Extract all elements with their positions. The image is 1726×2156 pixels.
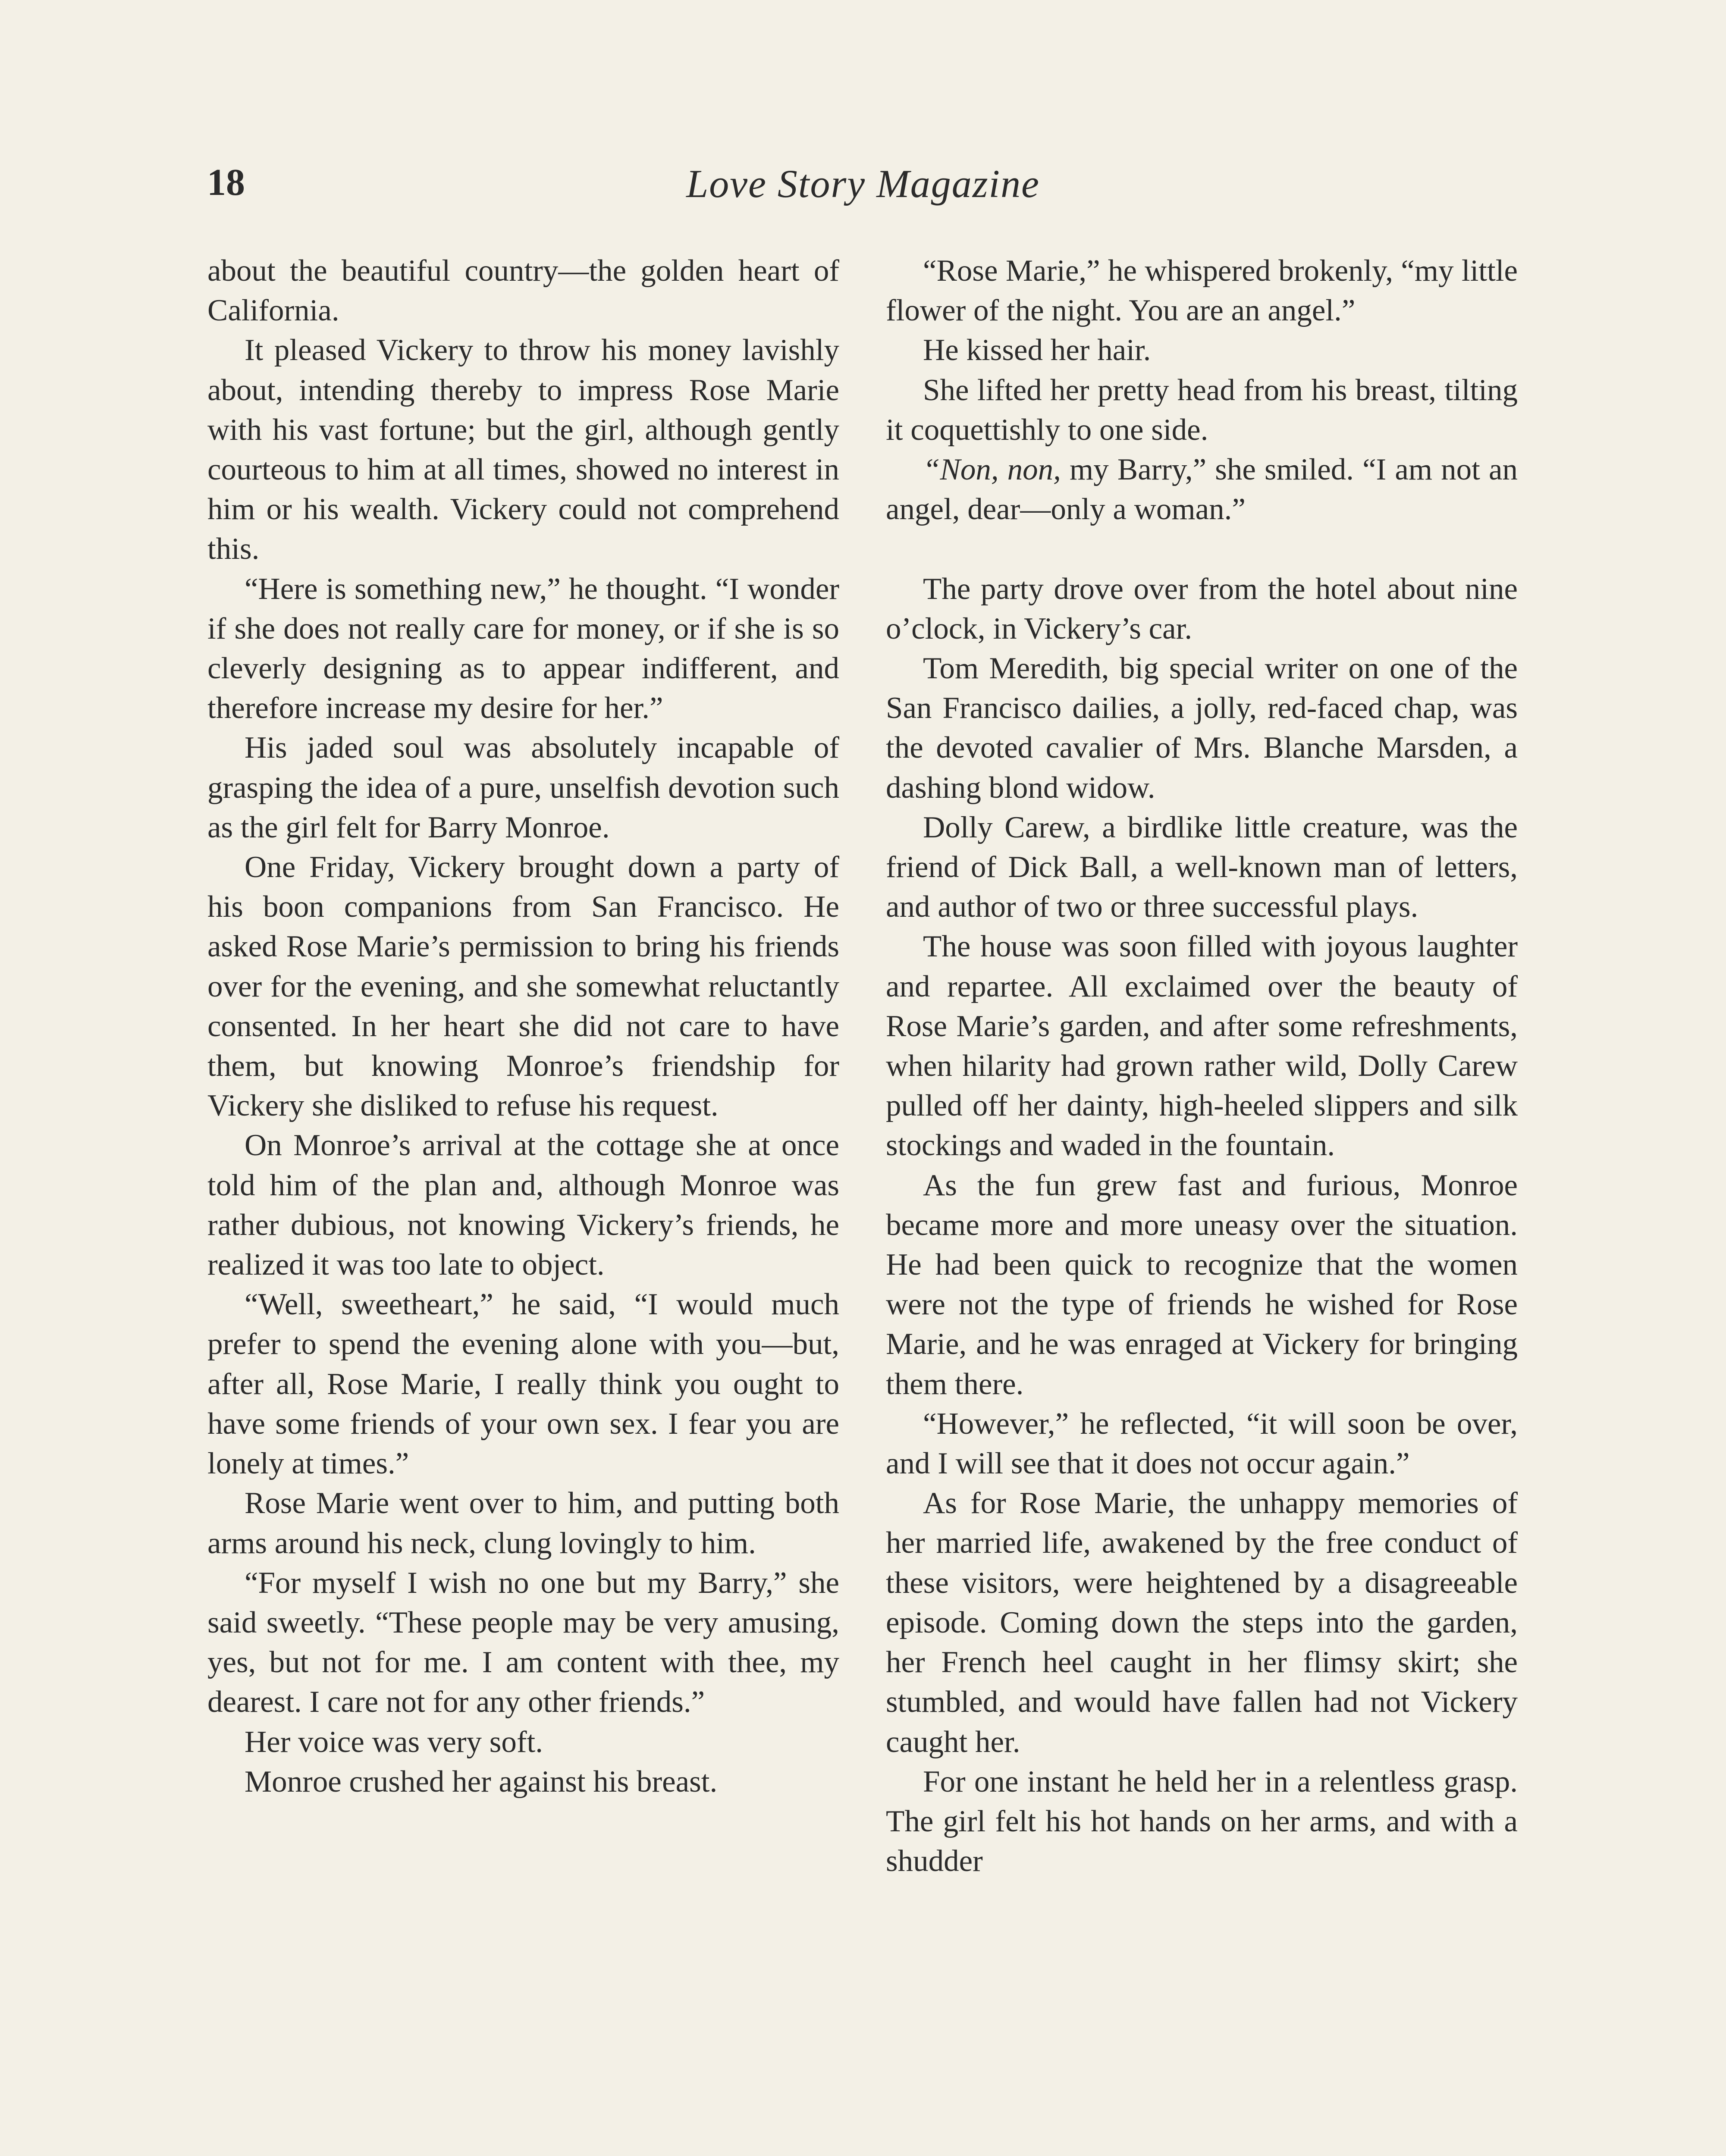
paragraph: As for Rose Marie, the unhappy memories of her married life, awakened by the free conduct of these visitors, were heightened by a disagreeable episode. Coming down the steps into the garden, her French heel caught in her flimsy skirt; she stumbled, and would have fallen had not Vickery caught her. bbox=[886, 1486, 1518, 1759]
paragraph: The party drove over from the hotel about nine o’clock, in Vickery’s car. bbox=[886, 572, 1518, 646]
paragraph: It pleased Vickery to throw his money lavishly about, intending thereby to impress Rose Marie with his vast fortune; but the girl, although gently courteous to him at all times, showed no interest in him or his wealth. Vickery could not comprehend this. bbox=[207, 333, 839, 566]
page-number: 18 bbox=[207, 162, 245, 204]
paragraph: Dolly Carew, a birdlike little creature, was the friend of Dick Ball, a well-known man of letters, and author of two or three successful plays. bbox=[886, 810, 1518, 924]
paragraph: One Friday, Vickery brought down a party of his boon companions from San Francisco. He asked Rose Marie’s permission to bring his friends over for the evening, and she somewhat reluctantly consented. In her heart she did not care to have them, but knowing Monroe’s friendship for Vickery she disliked to refuse his request. bbox=[207, 850, 839, 1123]
paragraph: about the beautiful country—the golden heart of California. bbox=[207, 254, 839, 328]
paragraph: As the fun grew fast and furious, Monroe became more and more uneasy over the situation. He had been quick to recognize that the women were not the type of friends he wished for Rose Marie, and he was enraged at Vickery for bringing them there. bbox=[886, 1168, 1518, 1401]
paragraph: “However,” he reflected, “it will soon be over, and I will see that it does not occur again.” bbox=[886, 1407, 1518, 1481]
paragraph: “Well, sweetheart,” he said, “I would much prefer to spend the evening alone with you—but, after all, Rose Marie, I really think you ought to have some friends of your own sex. I fear you are lonely at times.” bbox=[207, 1288, 839, 1481]
paragraph: She lifted her pretty head from his breast, tilting it coquettishly to one side. bbox=[886, 373, 1518, 447]
paragraph: On Monroe’s arrival at the cottage she at once told him of the plan and, although Monroe was rather dubious, not knowing Vickery’s friends, he realized it was too late to object. bbox=[207, 1128, 839, 1282]
paragraph: Rose Marie went over to him, and putting both arms around his neck, clung lovingly to him. bbox=[207, 1486, 839, 1560]
right-column bbox=[886, 251, 1518, 1881]
dialogue-text: my Barry,” she smiled. “I am not an angel, dear—only a woman.” bbox=[886, 453, 1518, 526]
paragraph: “Here is something new,” he thought. “I wonder if she does not really care for money, or if she is so cleverly designing as to appear indifferent, and therefore increase my desire for her.” bbox=[207, 572, 839, 725]
paragraph: Monroe crushed her against his breast. bbox=[245, 1764, 718, 1799]
paragraph: He kissed her hair. bbox=[923, 333, 1151, 367]
scene-break bbox=[886, 529, 1518, 569]
paragraph bbox=[886, 450, 1518, 529]
italic-phrase: “Non, non, bbox=[923, 453, 1061, 487]
left-column bbox=[207, 251, 839, 1802]
paragraph: “Rose Marie,” he whispered brokenly, “my little flower of the night. You are an angel.” bbox=[886, 254, 1518, 328]
running-head: Love Story Magazine bbox=[686, 162, 1040, 206]
paragraph: Tom Meredith, big special writer on one of the San Francisco dailies, a jolly, red-faced chap, was the devoted cavalier of Mrs. Blanche Marsden, a dashing blond widow. bbox=[886, 652, 1518, 805]
paragraph: His jaded soul was absolutely incapable of grasping the idea of a pure, unselfish devotion such as the girl felt for Barry Monroe. bbox=[207, 731, 839, 844]
paragraph: For one instant he held her in a relentless grasp. The girl felt his hot hands on her arms, and with a shudder bbox=[886, 1764, 1518, 1878]
paragraph: Her voice was very soft. bbox=[245, 1725, 543, 1759]
paragraph: “For myself I wish no one but my Barry,” she said sweetly. “These people may be very amusing, yes, but not for me. I am content with thee, my dearest. I care not for any other friends.” bbox=[207, 1566, 839, 1719]
paragraph: The house was soon filled with joyous laughter and repartee. All exclaimed over the beauty of Rose Marie’s garden, and after some refreshments, when hilarity had grown rather wild, Dolly Carew pulled off her dainty, high-heeled slippers and silk stockings and waded in the fountain. bbox=[886, 930, 1518, 1163]
